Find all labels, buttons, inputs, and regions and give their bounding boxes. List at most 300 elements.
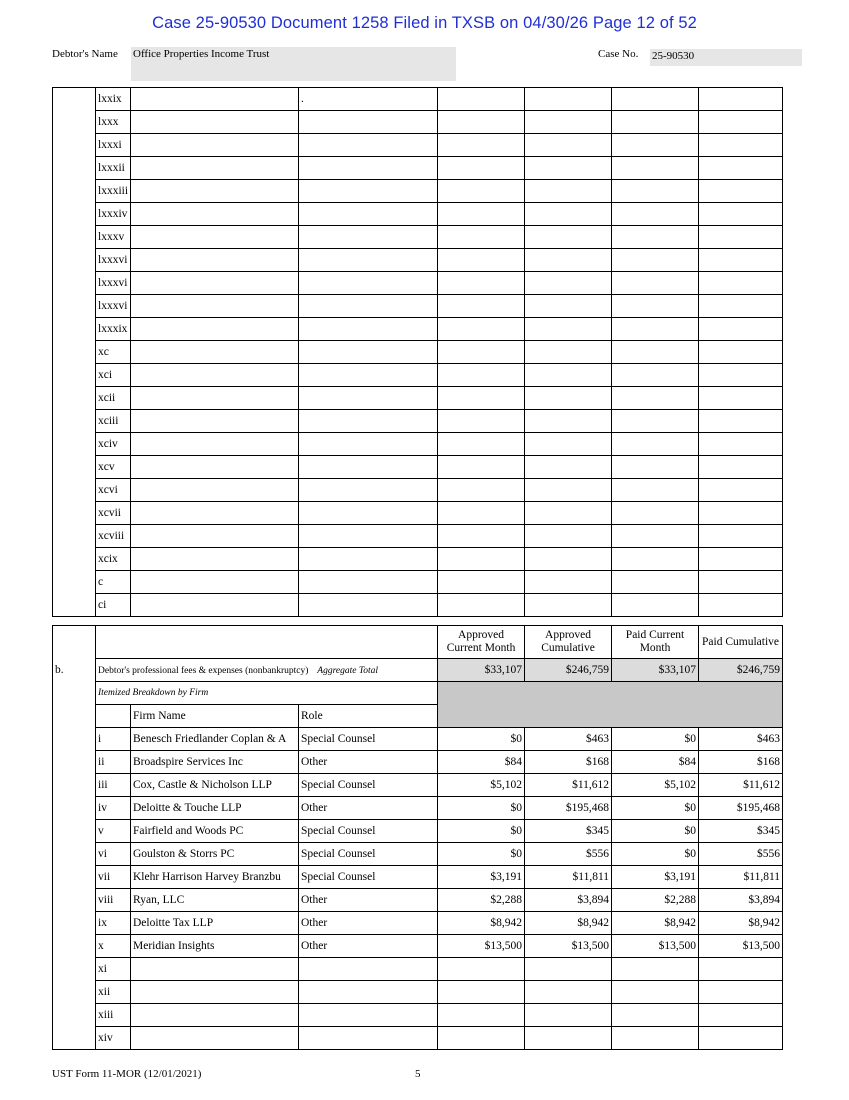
firm-header-blank	[96, 705, 131, 728]
firm-role-cell: Other	[299, 751, 438, 774]
row-left-margin	[53, 751, 96, 774]
col-header-approved-current: Approved Current Month	[438, 626, 525, 659]
role-cell	[299, 318, 438, 341]
amount-cell	[612, 180, 699, 203]
amount-cell	[699, 548, 783, 571]
amount-cell	[699, 410, 783, 433]
row-label: lxxxv	[96, 226, 131, 249]
table-row	[53, 820, 783, 843]
firm-name-cell	[131, 502, 299, 525]
approved-cumulative-cell: $345	[525, 820, 612, 843]
row-left-margin	[53, 958, 96, 981]
amount-cell	[525, 433, 612, 456]
firm-name-cell: Klehr Harrison Harvey Branzbu	[131, 866, 299, 889]
role-cell	[299, 364, 438, 387]
col-header-approved-cumulative: Approved Cumulative	[525, 626, 612, 659]
amount-cell	[699, 594, 783, 617]
amount-cell	[525, 249, 612, 272]
firm-role-cell: Other	[299, 935, 438, 958]
firm-role-cell: Special Counsel	[299, 866, 438, 889]
amount-cell	[525, 88, 612, 111]
summary-approved-current: $33,107	[438, 659, 525, 682]
role-cell	[299, 594, 438, 617]
form-footer: UST Form 11-MOR (12/01/2021)	[52, 1068, 202, 1080]
amount-cell	[525, 456, 612, 479]
amount-cell	[438, 88, 525, 111]
firm-row-label: xi	[96, 958, 131, 981]
row-left-margin	[53, 134, 96, 157]
amount-cell	[699, 203, 783, 226]
paid-current-cell	[612, 981, 699, 1004]
table-row	[53, 594, 783, 617]
amount-cell	[525, 341, 612, 364]
firm-row-label: x	[96, 935, 131, 958]
amount-cell	[525, 318, 612, 341]
role-cell	[299, 548, 438, 571]
firm-row-label: xiv	[96, 1027, 131, 1050]
paid-cumulative-cell	[699, 1027, 783, 1050]
row-label: lxxxi	[96, 134, 131, 157]
row-label: lxxxiii	[96, 180, 131, 203]
row-left-margin	[53, 774, 96, 797]
role-cell	[299, 571, 438, 594]
amount-cell	[612, 433, 699, 456]
paid-current-cell	[612, 1004, 699, 1027]
row-left-margin	[53, 157, 96, 180]
row-left-margin	[53, 820, 96, 843]
table-row	[53, 364, 783, 387]
paid-cumulative-cell	[699, 958, 783, 981]
row-left-margin	[53, 180, 96, 203]
table-row	[53, 387, 783, 410]
table-row	[53, 797, 783, 820]
role-cell	[299, 295, 438, 318]
aggregate-total-tag: Aggregate Total	[317, 666, 379, 676]
paid-current-cell	[612, 1027, 699, 1050]
paid-cumulative-cell: $556	[699, 843, 783, 866]
row-label: ci	[96, 594, 131, 617]
row-left-margin	[53, 410, 96, 433]
amount-cell	[438, 479, 525, 502]
amount-cell	[525, 594, 612, 617]
page-number: 5	[415, 1068, 421, 1080]
firm-row-label: iii	[96, 774, 131, 797]
firm-name-cell	[131, 433, 299, 456]
role-cell	[299, 226, 438, 249]
row-left-margin	[53, 912, 96, 935]
amount-cell	[699, 456, 783, 479]
role-cell	[299, 433, 438, 456]
paid-cumulative-cell	[699, 1004, 783, 1027]
amount-cell	[438, 364, 525, 387]
table-row	[53, 272, 783, 295]
role-cell	[299, 456, 438, 479]
amount-cell	[438, 410, 525, 433]
firm-name-cell: Deloitte Tax LLP	[131, 912, 299, 935]
approved-current-cell: $0	[438, 820, 525, 843]
role-cell	[299, 341, 438, 364]
row-label: xciv	[96, 433, 131, 456]
amount-cell	[525, 111, 612, 134]
role-cell	[299, 180, 438, 203]
row-left-margin	[53, 548, 96, 571]
amount-cell	[699, 571, 783, 594]
row-label: lxxxix	[96, 318, 131, 341]
amount-cell	[438, 134, 525, 157]
row-left-margin	[53, 981, 96, 1004]
row-left-margin	[53, 594, 96, 617]
approved-current-cell: $2,288	[438, 889, 525, 912]
approved-current-cell	[438, 1004, 525, 1027]
firm-row-label: viii	[96, 889, 131, 912]
firm-name-cell	[131, 134, 299, 157]
professional-fees-continuation-table	[52, 87, 783, 617]
row-left-margin	[53, 525, 96, 548]
firm-name-cell	[131, 479, 299, 502]
row-label: c	[96, 571, 131, 594]
row-left-margin	[53, 797, 96, 820]
approved-cumulative-cell: $13,500	[525, 935, 612, 958]
amount-cell	[438, 341, 525, 364]
paid-cumulative-cell: $168	[699, 751, 783, 774]
firm-row-label: ix	[96, 912, 131, 935]
paid-current-cell: $2,288	[612, 889, 699, 912]
paid-cumulative-cell: $195,468	[699, 797, 783, 820]
approved-cumulative-cell	[525, 1004, 612, 1027]
amount-cell	[438, 272, 525, 295]
row-left-margin	[53, 249, 96, 272]
amount-cell	[699, 272, 783, 295]
amount-cell	[699, 318, 783, 341]
table-row	[53, 134, 783, 157]
col-header-paid-cumulative: Paid Cumulative	[699, 626, 783, 659]
table-row	[53, 525, 783, 548]
firm-role-cell	[299, 1004, 438, 1027]
debtor-name-field	[131, 47, 456, 81]
summary-row-label	[96, 659, 438, 682]
role-cell	[299, 410, 438, 433]
paid-current-cell: $0	[612, 843, 699, 866]
role-cell	[299, 525, 438, 548]
approved-cumulative-cell: $195,468	[525, 797, 612, 820]
paid-cumulative-cell	[699, 981, 783, 1004]
role-cell: .	[299, 88, 438, 111]
row-label: xcvii	[96, 502, 131, 525]
approved-cumulative-cell	[525, 1027, 612, 1050]
amount-cell	[525, 295, 612, 318]
amount-cell	[699, 364, 783, 387]
case-no-field	[650, 49, 802, 66]
paid-current-cell: $84	[612, 751, 699, 774]
amount-cell	[525, 364, 612, 387]
firm-name-cell: Fairfield and Woods PC	[131, 820, 299, 843]
firm-name-cell	[131, 88, 299, 111]
amount-cell	[525, 525, 612, 548]
amount-cell	[525, 226, 612, 249]
table-row	[53, 958, 783, 981]
row-left-margin	[53, 272, 96, 295]
table-row	[53, 226, 783, 249]
approved-cumulative-cell: $168	[525, 751, 612, 774]
table-row	[53, 433, 783, 456]
row-label: lxxxiv	[96, 203, 131, 226]
table-row	[53, 180, 783, 203]
row-label: xcix	[96, 548, 131, 571]
firm-row-label: xii	[96, 981, 131, 1004]
firm-name-cell: Deloitte & Touche LLP	[131, 797, 299, 820]
itemized-breakdown-label: Itemized Breakdown by Firm	[96, 682, 438, 705]
firm-name-cell	[131, 295, 299, 318]
approved-current-cell: $84	[438, 751, 525, 774]
amount-cell	[525, 502, 612, 525]
amount-cell	[699, 111, 783, 134]
amount-cell	[699, 525, 783, 548]
row-left-margin	[53, 88, 96, 111]
role-cell	[299, 134, 438, 157]
table-row	[53, 774, 783, 797]
amount-cell	[525, 479, 612, 502]
row-label: xcv	[96, 456, 131, 479]
firm-row-label: vii	[96, 866, 131, 889]
firm-name-cell	[131, 1004, 299, 1027]
amount-cell	[612, 456, 699, 479]
row-label: lxxxvi	[96, 295, 131, 318]
approved-current-cell: $0	[438, 728, 525, 751]
role-cell	[299, 502, 438, 525]
row-label: lxxxvi	[96, 272, 131, 295]
row-left-margin	[53, 479, 96, 502]
amount-cell	[699, 157, 783, 180]
row-label: lxxix	[96, 88, 131, 111]
firm-name-cell	[131, 958, 299, 981]
row-left-margin	[53, 295, 96, 318]
table-row	[53, 157, 783, 180]
role-cell	[299, 203, 438, 226]
amount-cell	[699, 249, 783, 272]
amount-cell	[699, 134, 783, 157]
row-left-margin	[53, 1004, 96, 1027]
paid-current-cell: $8,942	[612, 912, 699, 935]
summary-approved-cumulative: $246,759	[525, 659, 612, 682]
row-left-margin	[53, 571, 96, 594]
firm-row-label: ii	[96, 751, 131, 774]
paid-cumulative-cell: $11,612	[699, 774, 783, 797]
amount-cell	[612, 88, 699, 111]
row-left-margin	[53, 111, 96, 134]
court-filing-header: Case 25-90530 Document 1258 Filed in TXSB on 04/30/26 Page 12 of 52	[152, 14, 697, 32]
firm-name-cell	[131, 1027, 299, 1050]
firm-role-cell: Other	[299, 797, 438, 820]
row-left-margin	[53, 866, 96, 889]
amount-cell	[699, 226, 783, 249]
paid-cumulative-cell: $8,942	[699, 912, 783, 935]
amount-cell	[525, 272, 612, 295]
table-row	[53, 1004, 783, 1027]
role-cell	[299, 479, 438, 502]
table-row	[53, 889, 783, 912]
amount-cell	[612, 318, 699, 341]
amount-cell	[525, 387, 612, 410]
summary-label-text: Debtor's professional fees & expenses (nonbankruptcy)	[98, 666, 309, 676]
paid-current-cell: $13,500	[612, 935, 699, 958]
firm-name-cell: Goulston & Storrs PC	[131, 843, 299, 866]
approved-cumulative-cell: $11,811	[525, 866, 612, 889]
amount-cell	[438, 594, 525, 617]
firm-role-cell	[299, 958, 438, 981]
approved-current-cell: $3,191	[438, 866, 525, 889]
amount-cell	[438, 203, 525, 226]
amount-cell	[612, 479, 699, 502]
approved-current-cell: $5,102	[438, 774, 525, 797]
amount-cell	[525, 134, 612, 157]
case-no-value: 25-90530	[652, 50, 695, 62]
amount-cell	[612, 249, 699, 272]
amount-cell	[438, 548, 525, 571]
amount-cell	[699, 502, 783, 525]
role-cell	[299, 387, 438, 410]
row-left-margin	[53, 433, 96, 456]
firm-name-cell	[131, 456, 299, 479]
firm-name-cell	[131, 981, 299, 1004]
approved-current-cell: $13,500	[438, 935, 525, 958]
firm-role-cell: Special Counsel	[299, 843, 438, 866]
row-left-margin	[53, 1027, 96, 1050]
table-row	[53, 866, 783, 889]
row-label: xcviii	[96, 525, 131, 548]
firm-role-cell: Other	[299, 912, 438, 935]
table-row	[53, 843, 783, 866]
amount-cell	[612, 226, 699, 249]
amount-cell	[612, 387, 699, 410]
table-row	[53, 981, 783, 1004]
row-left-margin	[53, 341, 96, 364]
firm-role-cell	[299, 981, 438, 1004]
row-left-margin	[53, 502, 96, 525]
firm-name-cell	[131, 157, 299, 180]
firm-row-label: vi	[96, 843, 131, 866]
summary-paid-current: $33,107	[612, 659, 699, 682]
amount-cell	[525, 203, 612, 226]
amount-cell	[438, 456, 525, 479]
role-header: Role	[299, 705, 438, 728]
summary-paid-cumulative: $246,759	[699, 659, 783, 682]
row-left-margin	[53, 203, 96, 226]
amount-cell	[438, 295, 525, 318]
amount-cell	[612, 548, 699, 571]
paid-current-cell: $3,191	[612, 866, 699, 889]
amount-cell	[612, 364, 699, 387]
amount-cell	[699, 180, 783, 203]
row-left-margin	[53, 935, 96, 958]
role-cell	[299, 272, 438, 295]
row-label: xc	[96, 341, 131, 364]
table-row	[53, 479, 783, 502]
row-label: xcvi	[96, 479, 131, 502]
amount-cell	[438, 571, 525, 594]
firm-name-header: Firm Name	[131, 705, 299, 728]
firm-role-cell: Other	[299, 889, 438, 912]
amount-cell	[438, 249, 525, 272]
paid-cumulative-cell: $345	[699, 820, 783, 843]
row-left-margin	[53, 364, 96, 387]
row-left-margin	[53, 728, 96, 751]
amount-cell	[699, 387, 783, 410]
firm-row-label: xiii	[96, 1004, 131, 1027]
amount-cell	[612, 502, 699, 525]
firm-row-label: i	[96, 728, 131, 751]
approved-cumulative-cell: $463	[525, 728, 612, 751]
section-b-letter: b.	[53, 659, 96, 682]
amount-cell	[699, 479, 783, 502]
firm-name-cell	[131, 272, 299, 295]
paid-cumulative-cell: $3,894	[699, 889, 783, 912]
firm-name-cell: Meridian Insights	[131, 935, 299, 958]
row-left-margin	[53, 456, 96, 479]
row-left-margin	[53, 843, 96, 866]
case-no-label: Case No.	[598, 48, 639, 60]
table-row	[53, 456, 783, 479]
table-row	[53, 1027, 783, 1050]
table-row	[53, 318, 783, 341]
amount-cell	[525, 548, 612, 571]
amount-cell	[438, 157, 525, 180]
section-b-left-margin	[53, 705, 96, 728]
itemized-shaded-area	[438, 682, 783, 728]
amount-cell	[612, 525, 699, 548]
amount-cell	[438, 433, 525, 456]
col-header-paid-current: Paid Current Month	[612, 626, 699, 659]
row-left-margin	[53, 387, 96, 410]
amount-cell	[525, 571, 612, 594]
table-row	[53, 912, 783, 935]
section-b-left-margin	[53, 682, 96, 705]
approved-current-cell: $8,942	[438, 912, 525, 935]
row-label: lxxxii	[96, 157, 131, 180]
table-row	[53, 935, 783, 958]
amount-cell	[612, 341, 699, 364]
role-cell	[299, 157, 438, 180]
row-label: lxxxvi	[96, 249, 131, 272]
firm-name-cell: Benesch Friedlander Coplan & A	[131, 728, 299, 751]
table-row	[53, 111, 783, 134]
row-left-margin	[53, 226, 96, 249]
table-row	[53, 203, 783, 226]
row-label: lxxx	[96, 111, 131, 134]
approved-current-cell	[438, 958, 525, 981]
paid-current-cell: $0	[612, 820, 699, 843]
section-b-left-margin	[53, 626, 96, 659]
paid-current-cell	[612, 958, 699, 981]
firm-name-cell	[131, 226, 299, 249]
firm-role-cell: Special Counsel	[299, 820, 438, 843]
firm-name-cell	[131, 594, 299, 617]
firm-name-cell	[131, 318, 299, 341]
row-left-margin	[53, 889, 96, 912]
approved-cumulative-cell: $11,612	[525, 774, 612, 797]
paid-cumulative-cell: $463	[699, 728, 783, 751]
firm-role-cell	[299, 1027, 438, 1050]
amount-cell	[525, 410, 612, 433]
paid-current-cell: $5,102	[612, 774, 699, 797]
firm-name-cell: Ryan, LLC	[131, 889, 299, 912]
row-label: xci	[96, 364, 131, 387]
firm-name-cell	[131, 203, 299, 226]
amount-cell	[699, 341, 783, 364]
firm-name-cell: Broadspire Services Inc	[131, 751, 299, 774]
table-row	[53, 410, 783, 433]
firm-name-cell: Cox, Castle & Nicholson LLP	[131, 774, 299, 797]
approved-cumulative-cell: $3,894	[525, 889, 612, 912]
